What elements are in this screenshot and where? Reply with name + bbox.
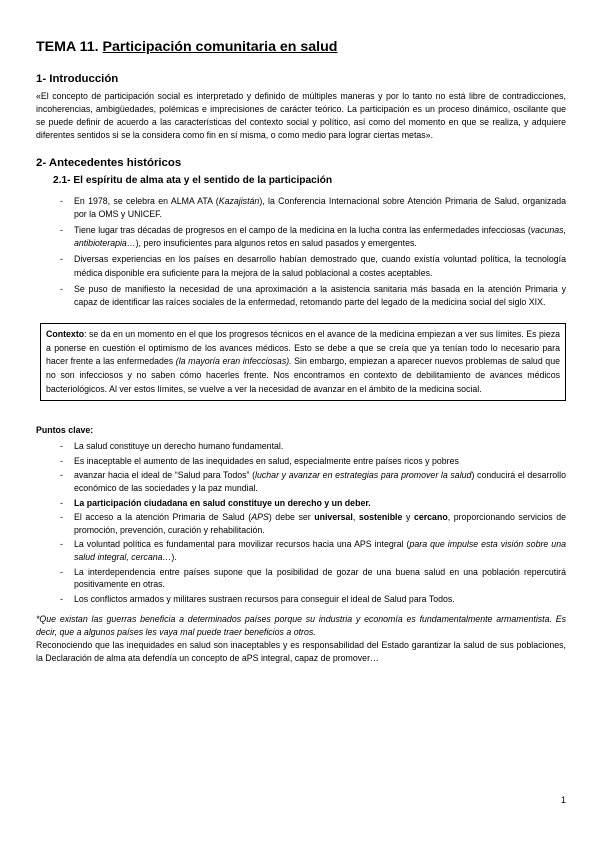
key-points-heading: Puntos clave:: [36, 425, 94, 436]
list-item: - La participación ciudadana en salud constituye un derecho y un deber.: [60, 497, 566, 510]
title-prefix: TEMA 11.: [36, 39, 99, 55]
list-item: - En 1978, se celebra en ALMA ATA (Kazajistán), la Conferencia Internacional sobre Atención Primaria de Salud, organizada por la OMS y UNICEF.: [60, 195, 566, 221]
title-main: Participación comunitaria en salud: [102, 39, 338, 55]
key-points-list: [60, 440, 566, 605]
list-item: - Se puso de manifiesto la necesidad de una aproximación a la asistencia sanitaria más basada en la atención Primaria y capaz de identificar las raíces sociales de la enfermedad, retomando parte del legado de la medicina social del siglo XIX.: [60, 283, 566, 309]
list-item: - Tiene lugar tras décadas de progresos en el campo de la medicina en la lucha contra las enfermedades infecciosas (vacunas, antibioterapia…), pero insuficientes para algunos retos en salud pasados y emergentes.: [60, 224, 566, 250]
footnote-italic: *Que existan las guerras beneficia a determinados países porque su industria y economía es fundamentalmente armamentista. Es decir, que a algunos países les vaya mal puede traer beneficios a otros.: [36, 614, 566, 638]
list-item: - El acceso a la atención Primaria de Salud (APS) debe ser universal, sostenible y cercano, proporcionando servicios de promoción, prevención, curación y rehabilitación.: [60, 511, 566, 536]
history-list: [60, 195, 566, 310]
context-label: Contexto: [46, 329, 85, 340]
closing-paragraph: Reconociendo que las inequidades en salud son inaceptables y es responsabilidad del Estado garantizar la salud de sus poblaciones, la Declaración de alma ata defendía un concepto de aPS integral, capaz de promover…: [36, 640, 566, 664]
intro-paragraph: «El concepto de participación social es interpretado y definido de múltiples maneras y por lo tanto no está libre de contradicciones, incoherencias, ambigüedades, polémicas e imprecisiones de carácter teórico. La participación es un proceso dinámico, oscilante que se puede definir de acuerdo a las características del contexto social y político, así como del momento en que se realiza, y adquiere diferentes sentidos si se la considera como fin en sí misma, o como medio para lograr ciertas metas».: [36, 91, 566, 140]
list-item: - Los conflictos armados y militares sustraen recursos para conseguir el ideal de Salud para Todos.: [60, 593, 566, 606]
subsection-heading-alma-ata: 2.1- El espíritu de alma ata y el sentido de la participación: [53, 174, 333, 186]
document-title: [36, 38, 566, 56]
section-heading-history: 2- Antecedentes históricos: [36, 156, 182, 169]
context-paragraph: Contexto: se da en un momento en el que los progresos técnicos en el avance de la medicina empiezan a ver sus límites. Es pieza a ponerse en cuestión el optimismo de los avances médicos. Esto se debe a que se creía que ya tenían todo lo necesario para hacer frente a las enfermedades (la mayoría eran infecciosas). Sin embargo, empiezan a aparecer nuevos problemas de salud que no son infecciosos y no saben cómo hacerles frente. Nos encontramos en contexto de debilitamiento de avances médicos bacteriológicos. Al ver estos límites, se vuelve a ver la necesidad de avanzar en el ámbito de la medicina social.: [46, 329, 560, 394]
context-box: [40, 323, 566, 401]
list-item: - La voluntad política es fundamental para movilizar recursos hacia una APS integral (para que impulse esta visión sobre una salud integral, cercana…).: [60, 538, 566, 563]
section-heading-intro: 1- Introducción: [36, 73, 119, 85]
page-number: 1: [560, 795, 566, 805]
list-item: - Es inaceptable el aumento de las inequidades en salud, especialmente entre países ricos y pobres: [60, 455, 566, 468]
list-item: - La interdependencia entre países supone que la posibilidad de gozar de una buena salud en una población repercutirá positivamente en otras.: [60, 566, 566, 591]
list-item: - La salud constituye un derecho humano fundamental.: [60, 440, 566, 453]
list-item: - Diversas experiencias en los países en desarrollo habían demostrado que, cuando existía voluntad política, la tecnología médica disponible era suficiente para la mejora de la salud poblacional a costes aceptables.: [60, 253, 566, 279]
list-item: - avanzar hacia el ideal de “Salud para Todos” (luchar y avanzar en estrategias para promover la salud) conducirá el desarrollo económico de las sociedades y la paz mundial.: [60, 469, 566, 494]
